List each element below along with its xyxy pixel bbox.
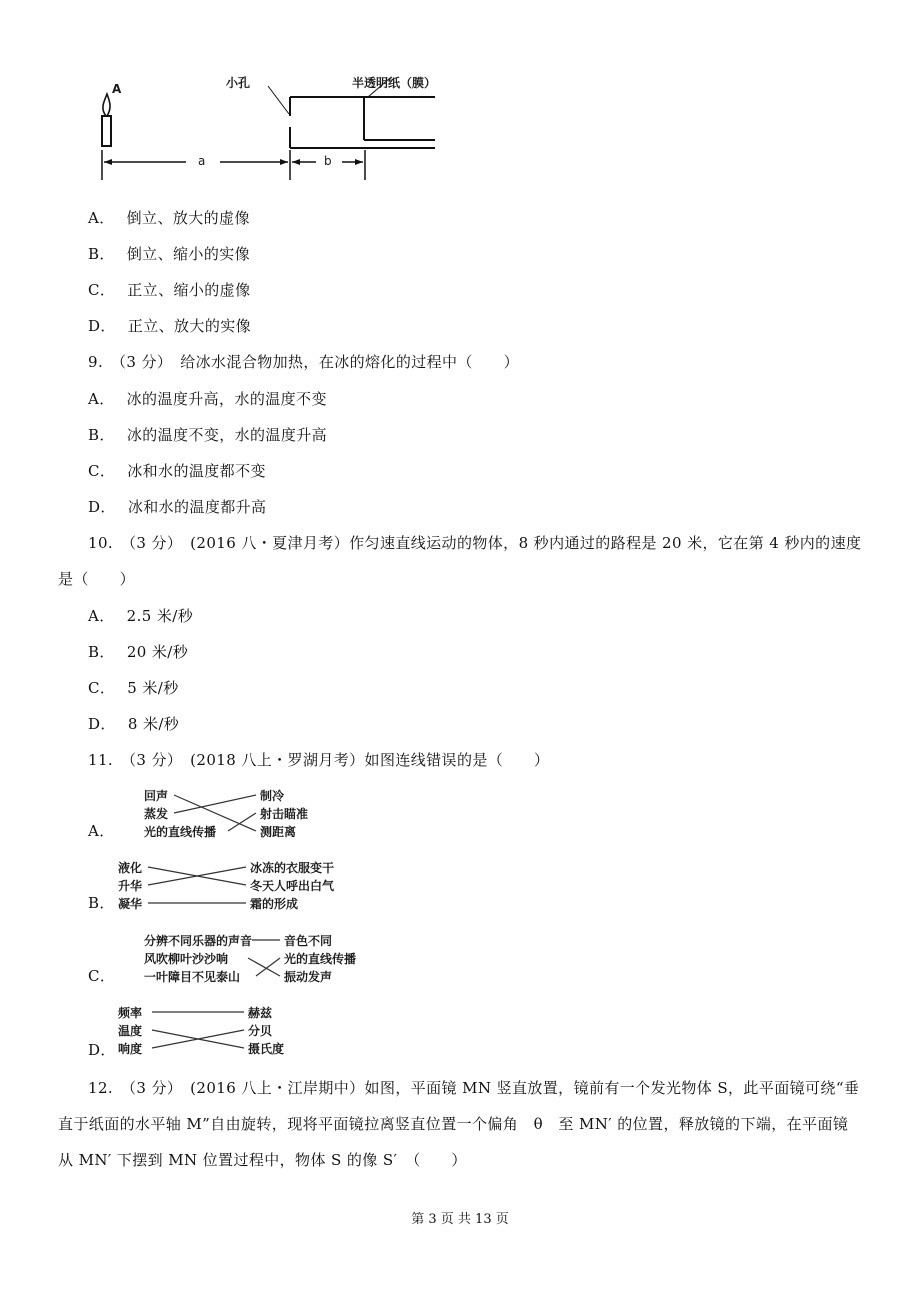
q9-option-c xyxy=(88,461,266,481)
option-letter: B． xyxy=(88,245,115,263)
q12-stem-line3: 从 MN′ 下摆到 MN 位置过程中，物体 S 的像 S′ （ ） xyxy=(58,1151,467,1169)
option-letter: D． xyxy=(88,498,116,516)
option-text: 倒立、放大的虚像 xyxy=(126,209,250,227)
match-lines xyxy=(88,1002,388,1062)
q10-stem-line1: 10. （3 分） (2016 八・夏津月考）作匀速直线运动的物体，8 秒内通过的路程是 20 米，它在第 4 秒内的速度 xyxy=(88,534,862,552)
match-right-2: 冬天人呼出白气 xyxy=(250,879,335,893)
option-letter: B． xyxy=(88,426,115,444)
match-left-3: 一叶障目不见泰山 xyxy=(144,970,241,984)
match-left-2: 蒸发 xyxy=(144,807,169,821)
option-text: 20 米/秒 xyxy=(126,643,189,661)
match-left-3: 响度 xyxy=(118,1042,143,1056)
q10-stem-line2: 是（ ） xyxy=(58,570,136,588)
option-letter: D． xyxy=(88,1041,116,1059)
q11-option-b xyxy=(88,857,408,917)
match-right-2: 光的直线传播 xyxy=(284,952,357,966)
q11-option-a xyxy=(88,785,388,845)
q12-stem-line2: 直于纸面的水平轴 M”自由旋转，现将平面镜拉离竖直位置一个偏角 θ 至 MN′ 的位置，释放镜的下端，在平面镜 xyxy=(58,1115,849,1133)
q10-option-b xyxy=(88,642,188,662)
option-letter: B． xyxy=(88,643,115,661)
option-text: 2.5 米/秒 xyxy=(126,607,194,625)
q11-option-c xyxy=(88,930,388,990)
match-right-1: 制冷 xyxy=(260,789,285,803)
option-letter: B． xyxy=(88,894,115,912)
option-text: 正立、缩小的虚像 xyxy=(127,281,251,299)
q8-option-b xyxy=(88,244,250,264)
q9-option-a xyxy=(88,389,327,409)
option-letter: C． xyxy=(88,679,116,697)
match-left-1: 分辨不同乐器的声音 xyxy=(144,934,253,948)
q8-option-c xyxy=(88,280,250,300)
match-right-1: 冰冻的衣服变干 xyxy=(250,861,335,875)
diagram-label-a: a xyxy=(198,154,206,168)
option-text: 倒立、缩小的实像 xyxy=(126,245,251,263)
match-right-3: 摄氏度 xyxy=(248,1042,285,1056)
q11-stem: 11. （3 分） (2018 八上・罗湖月考）如图连线错误的是（ ） xyxy=(88,751,550,769)
option-letter: C． xyxy=(88,281,116,299)
diagram-label-hole: 小孔 xyxy=(226,76,251,90)
match-right-3: 测距离 xyxy=(260,825,297,839)
match-left-2: 风吹柳叶沙沙响 xyxy=(144,952,229,966)
match-left-1: 液化 xyxy=(118,861,143,875)
diagram-label-screen: 半透明纸（膜） xyxy=(352,76,437,90)
match-left-1: 频率 xyxy=(118,1006,143,1020)
option-letter: A． xyxy=(88,822,115,840)
option-letter: D． xyxy=(88,715,116,733)
match-right-2: 射击瞄准 xyxy=(260,807,309,821)
q10-option-d xyxy=(88,714,179,734)
match-lines xyxy=(88,930,388,990)
option-text: 8 米/秒 xyxy=(127,715,180,733)
option-text: 冰的温度升高，水的温度不变 xyxy=(126,390,327,408)
match-right-1: 音色不同 xyxy=(284,934,333,948)
diagram-label-A: A xyxy=(112,82,122,96)
q9-option-b xyxy=(88,425,327,445)
match-right-3: 振动发声 xyxy=(284,970,333,984)
option-text: 冰的温度不变，水的温度升高 xyxy=(126,426,328,444)
match-right-3: 霜的形成 xyxy=(250,897,299,911)
option-text: 正立、放大的实像 xyxy=(127,317,252,335)
match-left-1: 回声 xyxy=(144,789,169,803)
match-left-3: 凝华 xyxy=(118,897,143,911)
page-footer: 第 3 页 共 13 页 xyxy=(411,1212,509,1227)
option-text: 5 米/秒 xyxy=(127,679,179,697)
q8-option-a xyxy=(88,208,250,228)
match-left-2: 升华 xyxy=(118,879,143,893)
match-right-1: 赫兹 xyxy=(248,1006,273,1020)
option-letter: A． xyxy=(88,390,115,408)
q10-option-a xyxy=(88,606,193,626)
option-letter: A． xyxy=(88,209,115,227)
option-letter: C． xyxy=(88,462,116,480)
option-letter: C． xyxy=(88,967,116,985)
option-letter: D． xyxy=(88,317,116,335)
match-lines xyxy=(88,785,388,845)
pinhole-diagram xyxy=(90,66,470,186)
q8-option-d xyxy=(88,316,251,336)
q11-option-d xyxy=(88,1002,388,1062)
q10-option-c xyxy=(88,678,179,698)
option-text: 冰和水的温度都升高 xyxy=(127,498,267,516)
match-lines xyxy=(88,857,408,917)
q12-stem-line1: 12. （3 分） (2016 八上・江岸期中）如图，平面镜 MN 竖直放置，镜前有一个发光物体 S，此平面镜可绕“垂 xyxy=(88,1079,860,1097)
q9-option-d xyxy=(88,497,266,517)
match-left-2: 温度 xyxy=(118,1024,143,1038)
option-letter: A． xyxy=(88,607,115,625)
match-right-2: 分贝 xyxy=(248,1024,273,1038)
q9-stem: 9. （3 分） 给冰水混合物加热，在冰的熔化的过程中（ ） xyxy=(88,353,520,371)
match-left-3: 光的直线传播 xyxy=(144,825,217,839)
diagram-label-b: b xyxy=(324,154,332,168)
option-text: 冰和水的温度都不变 xyxy=(127,462,266,480)
